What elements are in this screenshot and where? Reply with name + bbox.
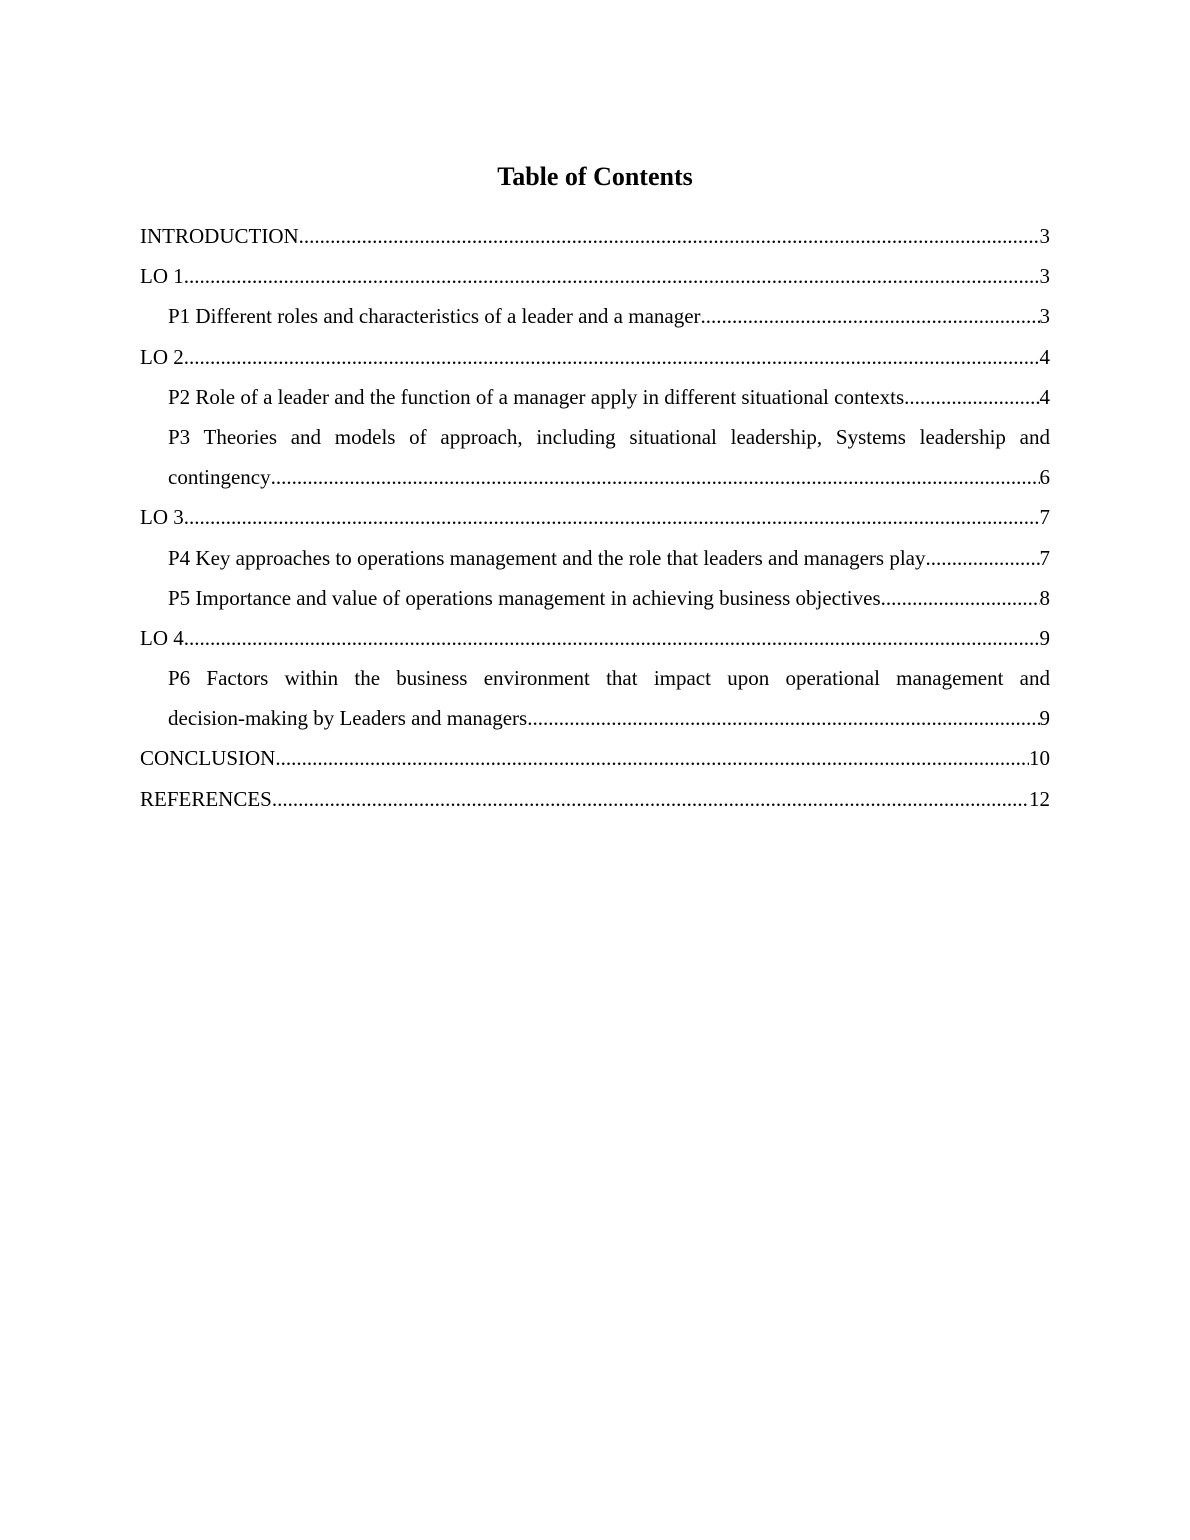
- toc-entry-label: P5 Importance and value of operations management in achieving business objectives: [168, 585, 881, 610]
- toc-entry-p6-line1[interactable]: [140, 664, 1050, 704]
- toc-entry-label: P2 Role of a leader and the function of a manager apply in different situational contexts: [168, 384, 905, 409]
- toc-entry-introduction[interactable]: [140, 222, 1050, 262]
- dot-leader: [299, 222, 1040, 250]
- toc-entry-label: INTRODUCTION: [140, 224, 299, 248]
- dot-leader: [271, 463, 1040, 491]
- toc-entry-p3-line2[interactable]: [140, 463, 1050, 503]
- toc-entry-page: 10: [1029, 746, 1050, 771]
- toc-entry-label: LO 2: [140, 344, 184, 369]
- toc-entry-page: 12: [1029, 786, 1050, 811]
- table-of-contents: [140, 222, 1050, 825]
- toc-entry-page: 9: [1039, 625, 1050, 650]
- toc-entry-p4[interactable]: [140, 544, 1050, 584]
- toc-entry-page: 4: [1039, 344, 1050, 369]
- toc-entry-lo4[interactable]: [140, 624, 1050, 664]
- toc-entry-page: 4: [1039, 384, 1050, 409]
- dot-leader: [881, 584, 1040, 612]
- toc-entry-label: LO 1: [140, 264, 184, 289]
- toc-entry-p5[interactable]: [140, 584, 1050, 624]
- toc-entry-label: P1 Different roles and characteristics of a leader and a manager: [168, 304, 701, 329]
- toc-entry-lo3[interactable]: [140, 503, 1050, 543]
- dot-leader: [184, 624, 1040, 652]
- toc-entry-page: 7: [1039, 545, 1050, 570]
- toc-entry-label: LO 4: [140, 625, 184, 650]
- toc-entry-p3-line1[interactable]: [140, 423, 1050, 463]
- dot-leader: [925, 544, 1039, 572]
- toc-entry-lo1[interactable]: [140, 262, 1050, 302]
- toc-entry-label: P6 Factors within the business environment that impact upon operational management and: [168, 666, 1050, 691]
- dot-leader: [701, 302, 1040, 330]
- toc-entry-label: P3 Theories and models of approach, including situational leadership, Systems leadership and: [168, 424, 1050, 449]
- toc-entry-lo2[interactable]: [140, 343, 1050, 383]
- toc-entry-page: 3: [1039, 224, 1050, 248]
- toc-entry-page: 9: [1039, 706, 1050, 731]
- toc-entry-page: 7: [1039, 505, 1050, 530]
- toc-entry-conclusion[interactable]: [140, 744, 1050, 784]
- toc-entry-label: P4 Key approaches to operations management and the role that leaders and managers play: [168, 545, 926, 570]
- toc-entry-p6-line2[interactable]: [140, 704, 1050, 744]
- toc-title: Table of Contents: [497, 162, 693, 191]
- dot-leader: [184, 343, 1040, 371]
- toc-entry-page: 6: [1039, 465, 1050, 490]
- toc-entry-page: 8: [1039, 585, 1050, 610]
- toc-entry-p2[interactable]: [140, 383, 1050, 423]
- dot-leader: [184, 262, 1040, 290]
- dot-leader: [184, 503, 1040, 531]
- toc-entry-page: 3: [1039, 304, 1050, 329]
- dot-leader: [904, 383, 1039, 411]
- dot-leader: [275, 744, 1029, 772]
- toc-entry-label: contingency: [168, 465, 271, 490]
- toc-entry-label: CONCLUSION: [140, 746, 276, 771]
- dot-leader: [527, 704, 1039, 732]
- toc-entry-label: decision-making by Leaders and managers: [168, 706, 528, 731]
- toc-entry-label: LO 3: [140, 505, 184, 530]
- toc-entry-p1[interactable]: [140, 302, 1050, 342]
- toc-entry-label: REFERENCES: [140, 786, 272, 811]
- toc-entry-references[interactable]: [140, 785, 1050, 825]
- dot-leader: [272, 785, 1029, 813]
- toc-entry-page: 3: [1039, 264, 1050, 289]
